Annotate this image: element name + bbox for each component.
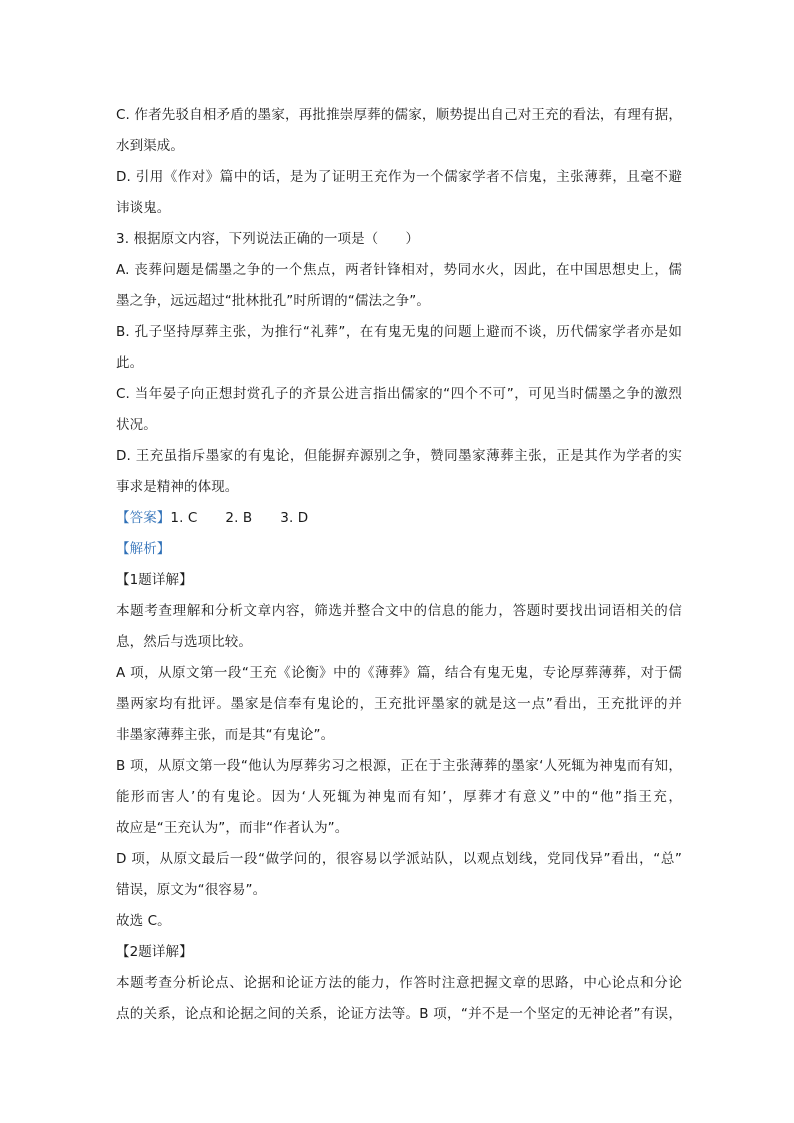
answer-item-3: 3. D <box>280 510 309 526</box>
text-line: 错误，原文为“很容易”。 <box>116 882 267 898</box>
text-line: 水到渠成。 <box>116 138 184 154</box>
text-line: 墨之争，远远超过“批林批孔”时所谓的“儒法之争”。 <box>116 293 430 309</box>
text-line: 状况。 <box>116 417 157 433</box>
answer-item-1: 1. C <box>170 510 198 526</box>
text-line: 本题考查理解和分析文章内容，筛选并整合文中的信息的能力，答题时要找出词语相关的信 <box>116 603 682 619</box>
q1-explanation-block <box>116 596 682 937</box>
text-line: 息，然后与选项比较。 <box>116 634 252 650</box>
q1-heading: 【1题详解】 <box>116 572 193 588</box>
q2-explanation-block <box>116 968 682 1030</box>
text-line: 能形而害人’的有鬼论。因为‘人死辄为神鬼而有知’，厚葬才有意义”中的“他”指王充， <box>116 789 682 805</box>
text-line: C. 当年晏子向正想封赏孔子的齐景公进言指出儒家的“四个不可”，可见当时儒墨之争的激烈 <box>116 386 682 402</box>
text-line: 此。 <box>116 355 144 371</box>
text-line: B 项，从原文第一段“他认为厚葬劣习之根源，正在于主张薄葬的墨家‘人死辄为神鬼而有知， <box>116 758 682 774</box>
answer-item-2: 2. B <box>225 510 253 526</box>
analysis-label: 【解析】 <box>116 541 171 557</box>
text-line: D. 引用《作对》篇中的话，是为了证明王充作为一个儒家学者不信鬼，主张薄葬，且毫不避 <box>116 169 682 185</box>
question-options-block <box>116 100 682 503</box>
text-line: 非墨家薄葬主张，而是其“有鬼论”。 <box>116 727 335 743</box>
text-line: A 项，从原文第一段“王充《论衡》中的《薄葬》篇，结合有鬼无鬼，专论厚葬薄葬，对于儒 <box>116 665 682 681</box>
text-line: 本题考查分析论点、论据和论证方法的能力，作答时注意把握文章的思路，中心论点和分论 <box>116 975 682 991</box>
text-line: 故选 C。 <box>116 913 171 929</box>
answer-line <box>116 503 682 534</box>
text-line: 事求是精神的体现。 <box>116 479 239 495</box>
q2-heading: 【2题详解】 <box>116 944 193 960</box>
text-line: A. 丧葬问题是儒墨之争的一个焦点，两者针锋相对，势同水火，因此，在中国思想史上，儒 <box>116 262 682 278</box>
text-line: C. 作者先驳自相矛盾的墨家，再批推崇厚葬的儒家，顺势提出自己对王充的看法，有理有据， <box>116 107 682 123</box>
text-line: D. 王充虽指斥墨家的有鬼论，但能摒弃源别之争，赞同墨家薄葬主张，正是其作为学者的实 <box>116 448 682 464</box>
text-line: 讳谈鬼。 <box>116 200 171 216</box>
text-line: 3. 根据原文内容，下列说法正确的一项是（ ） <box>116 231 420 247</box>
text-line: 点的关系，论点和论据之间的关系，论证方法等。B 项，“并不是一个坚定的无神论者”有误， <box>116 1006 682 1022</box>
answer-label: 【答案】 <box>116 510 171 526</box>
document-page <box>116 100 682 1030</box>
text-line: D 项，从原文最后一段“做学问的，很容易以学派站队，以观点划线，党同伐异”看出，“总” <box>116 851 682 867</box>
text-line: 墨两家均有批评。墨家是信奉有鬼论的，王充批评墨家的就是这一点”看出，王充批评的并 <box>116 696 682 712</box>
text-line: B. 孔子坚持厚葬主张，为推行“礼葬”，在有鬼无鬼的问题上避而不谈，历代儒家学者亦是如 <box>116 324 682 340</box>
text-line: 故应是“王充认为”，而非“作者认为”。 <box>116 820 349 836</box>
